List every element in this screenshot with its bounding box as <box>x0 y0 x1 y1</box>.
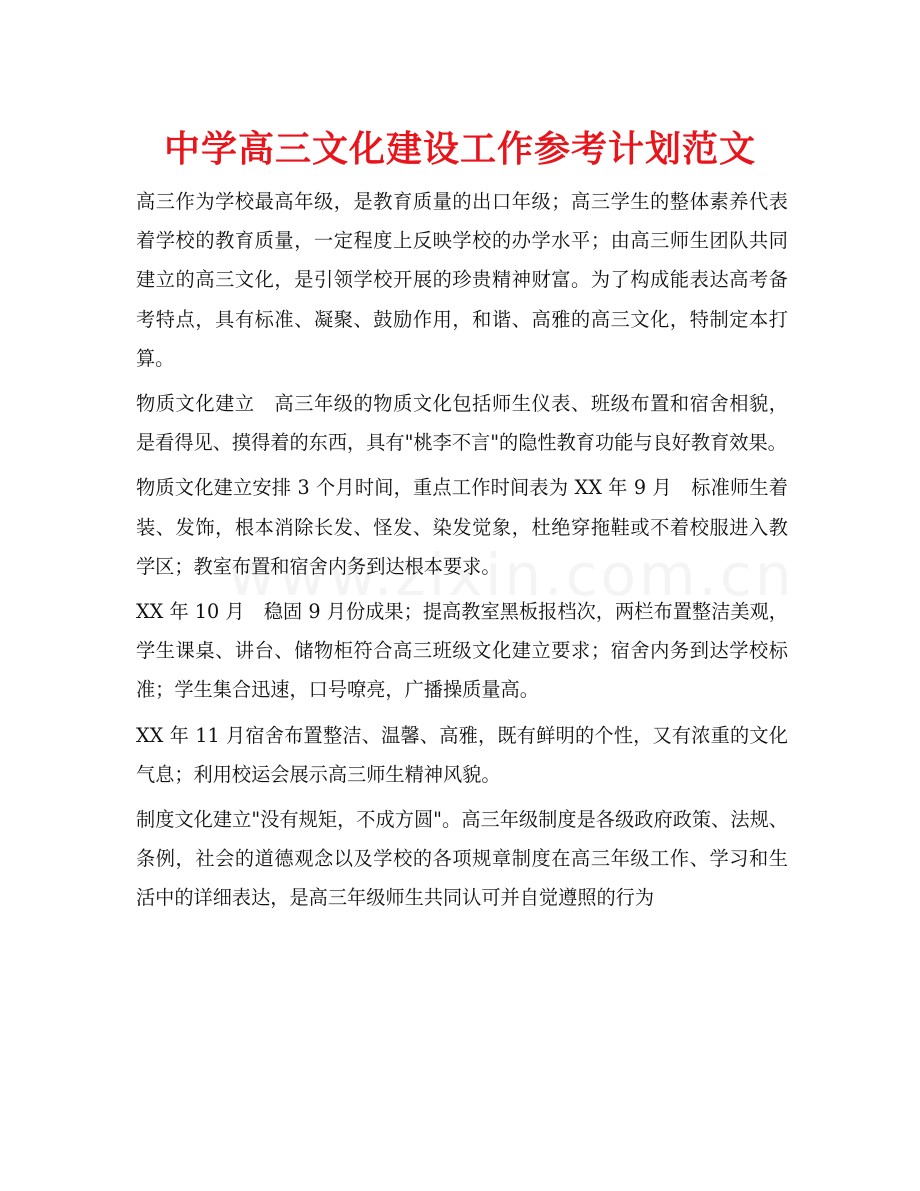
paragraph-october-plan: XX 年 10 月 稳固 9 月份成果；提高教室黑板报档次，两栏布置整洁美观，学生课桌、讲台、储物柜符合高三班级文化建立要求；宿舍内务到达学校标准；学生集合迅速，口号嘹亮，广播操质量高。 <box>136 600 788 702</box>
document-title: 中学高三文化建设工作参考计划范文 <box>163 129 756 170</box>
paragraph-institutional-culture: 制度文化建立"没有规矩，不成方圆"。高三年级制度是各级政府政策、法规、条例，社会的道德观念以及学校的各项规章制度在高三年级工作、学习和生活中的详细表达，是高三年级师生共同认可并自觉遵照的行为 <box>136 808 788 910</box>
paragraph-november-plan: XX 年 11 月宿舍布置整洁、温馨、高雅，既有鲜明的个性，又有浓重的文化气息；利用校运会展示高三师生精神风貌。 <box>136 723 788 786</box>
paragraph-intro: 高三作为学校最高年级，是教育质量的出口年级；高三学生的整体素养代表着学校的教育质量，一定程度上反映学校的办学水平；由高三师生团队共同建立的高三文化，是引领学校开展的珍贵精神财富。为了构成能表达高考备考特点，具有标准、凝聚、鼓励作用，和谐、高雅的高三文化，特制定本打算。 <box>136 190 788 370</box>
paragraph-september-plan: 物质文化建立安排 3 个月时间，重点工作时间表为 XX 年 9 月 标准师生着装、发饰，根本消除长发、怪发、染发觉象，杜绝穿拖鞋或不着校服进入教学区；教室布置和宿舍内务到达根本要求。 <box>136 476 788 578</box>
paragraph-material-culture: 物质文化建立 高三年级的物质文化包括师生仪表、班级布置和宿舍相貌，是看得见、摸得着的东西，具有"桃李不言"的隐性教育功能与良好教育效果。 <box>136 392 788 455</box>
document-body <box>136 182 788 924</box>
